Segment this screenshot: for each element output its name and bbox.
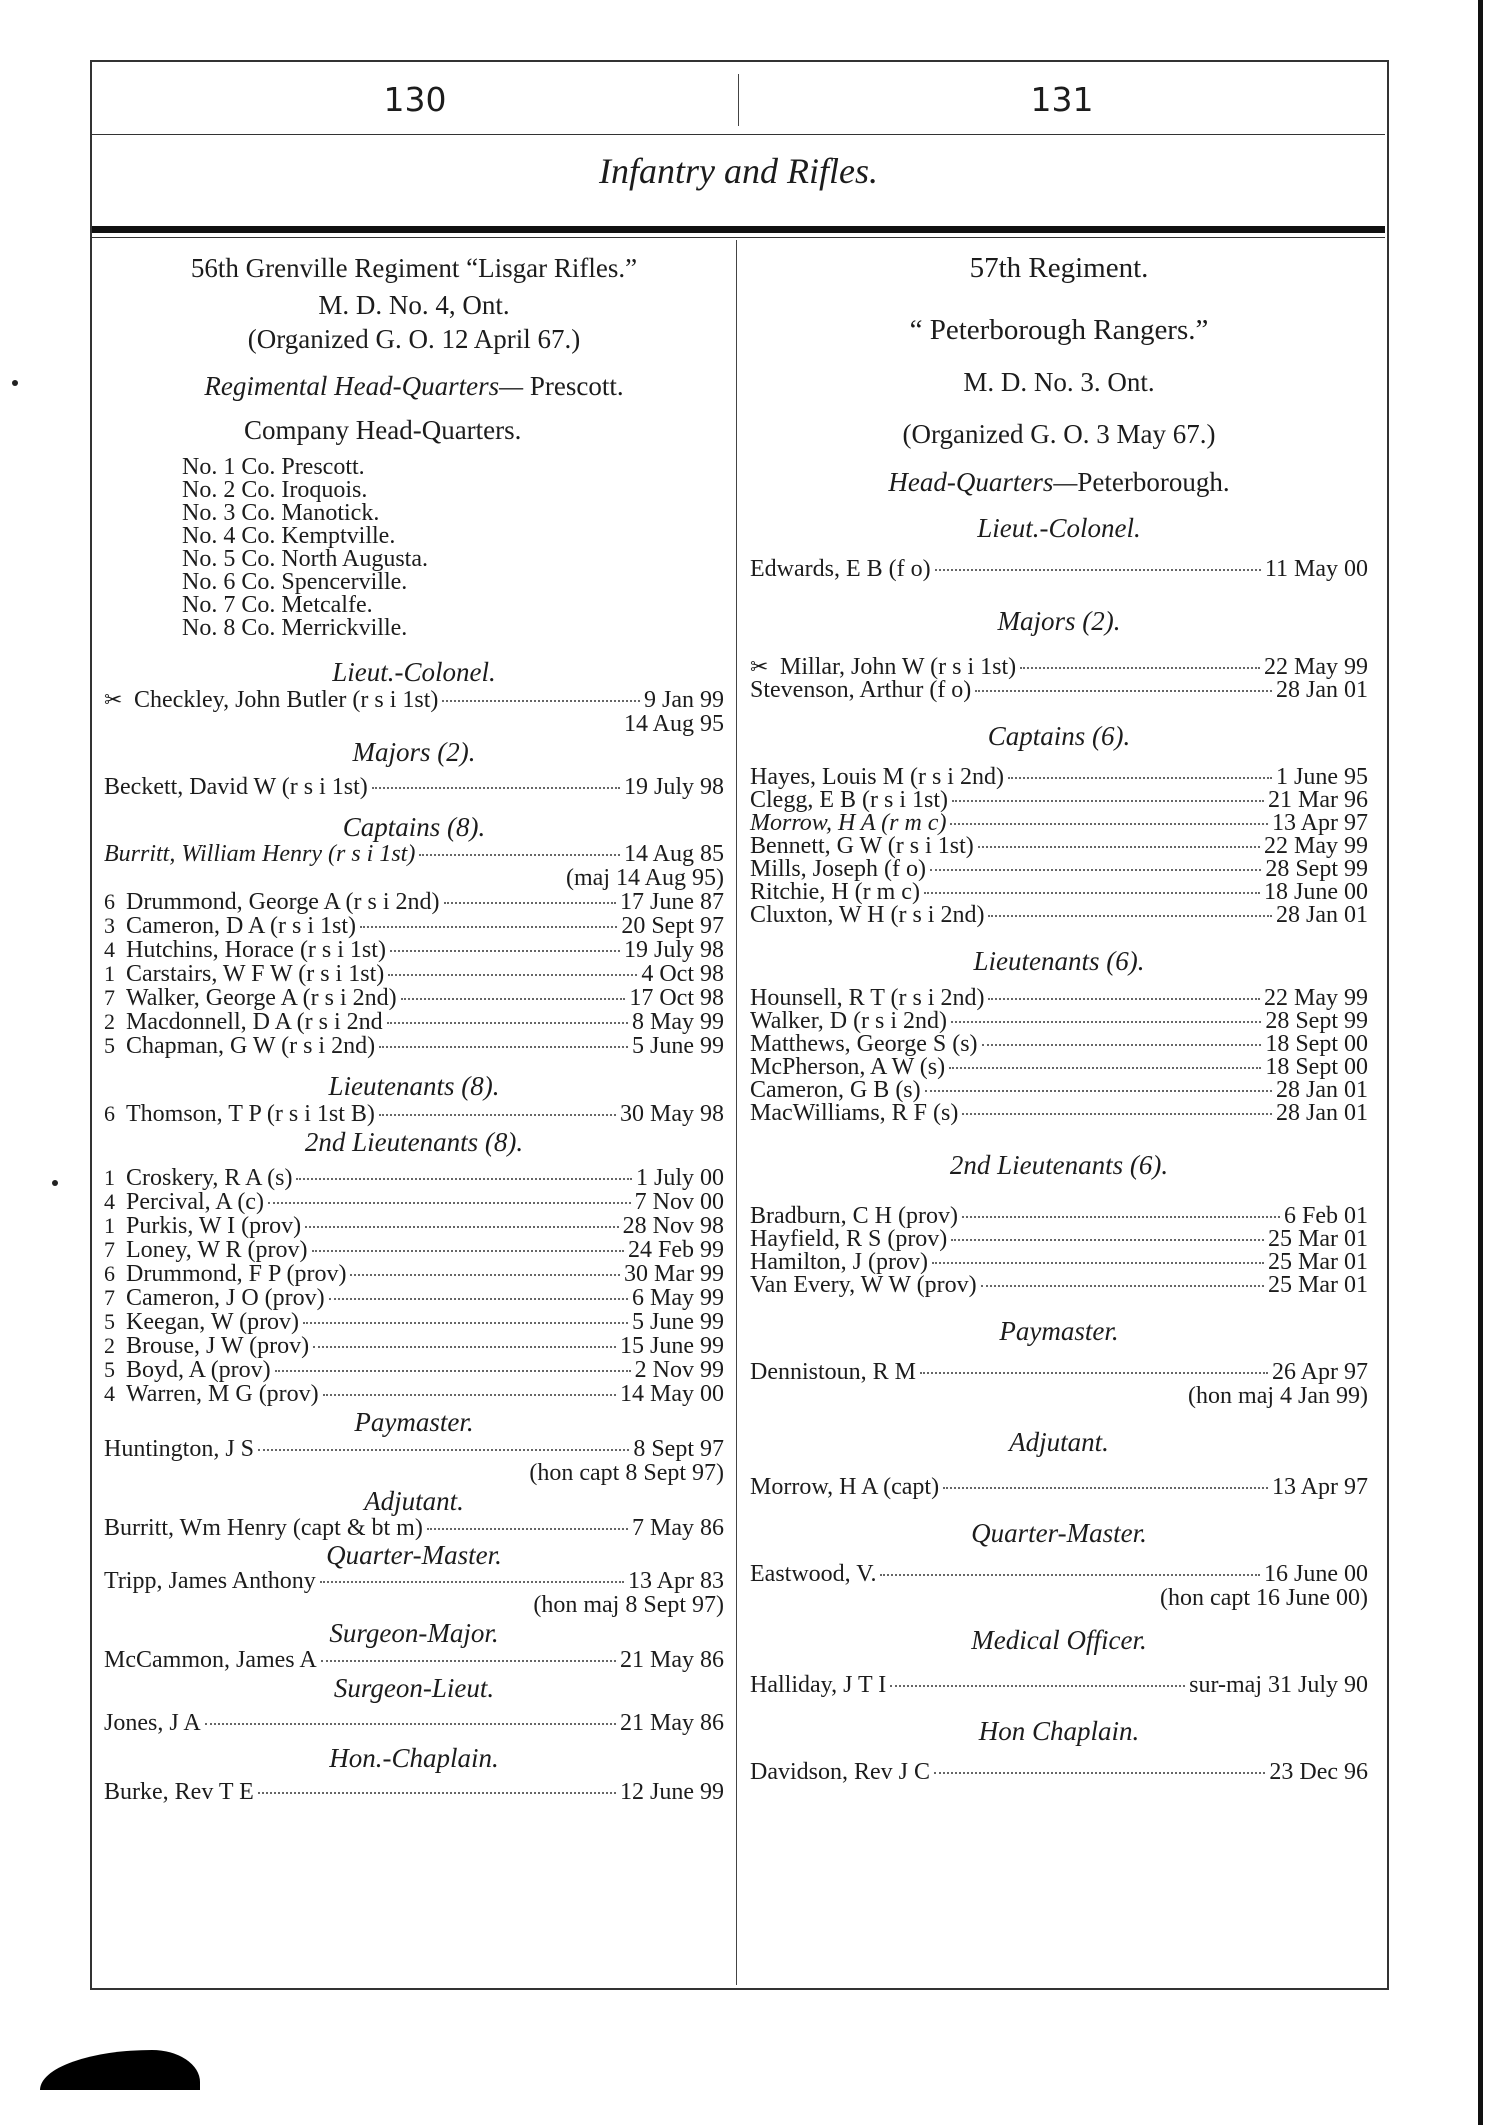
officer-name: Matthews, George S (s): [750, 1031, 978, 1057]
officer-entry: [104, 1262, 724, 1286]
ink-blot: [40, 2050, 200, 2090]
officer-sub-note: (maj 14 Aug 95): [566, 865, 724, 891]
officer-date: 13 Apr 97: [1272, 1474, 1368, 1500]
page-number-row: [92, 66, 1385, 134]
officer-entry: [750, 766, 1368, 789]
military-district: M. D. No. 3. Ont.: [963, 367, 1155, 397]
officer-entry: [750, 1056, 1368, 1079]
officer-entry: [104, 1382, 724, 1406]
company-number: 7: [104, 1237, 115, 1262]
officer-name: Walker, D (r s i 2nd): [750, 1008, 948, 1034]
officer-date: 24 Feb 99: [628, 1237, 724, 1263]
officer-date: 28 Jan 01: [1276, 1100, 1368, 1126]
officer-entry: [750, 1010, 1368, 1033]
hq-label: Head-Quarters—: [888, 467, 1078, 497]
officer-entry: [104, 1438, 724, 1461]
adjutant-heading: Adjutant.: [364, 1486, 464, 1516]
officer-name: Burke, Rev T E: [104, 1779, 254, 1805]
officer-date: sur-maj 31 July 90: [1189, 1672, 1368, 1698]
officer-entry: [104, 1238, 724, 1262]
officer-date: 25 Mar 01: [1268, 1249, 1368, 1275]
officer-name: Mills, Joseph (f o): [750, 856, 926, 882]
officer-entry: [750, 655, 1368, 679]
officer-date: 20 Sept 97: [621, 913, 724, 939]
officer-name: McPherson, A W (s): [750, 1054, 946, 1080]
officer-entry: [104, 1214, 724, 1238]
officer-date: 21 May 86: [620, 1710, 724, 1736]
company-hq-heading: Company Head-Quarters.: [244, 415, 522, 445]
military-district: M. D. No. 4, Ont.: [318, 290, 510, 320]
officer-date: 12 June 99: [620, 1779, 724, 1805]
column-divider: [736, 240, 737, 1985]
officer-name: Cluxton, W H (r s i 2nd): [750, 902, 985, 928]
bottom-rule: [92, 1988, 1387, 1990]
officer-name: Stevenson, Arthur (f o): [750, 677, 972, 703]
company-item: No. 4 Co. Kemptville.: [182, 523, 396, 549]
officer-name: Halliday, J T I: [750, 1672, 887, 1698]
officer-entry: [750, 1228, 1368, 1251]
officer-date: 23 Dec 96: [1269, 1759, 1368, 1785]
officer-entry: [104, 938, 724, 962]
regimental-hq-place: Prescott.: [529, 371, 624, 401]
officer-name: Cameron, J O (prov): [126, 1285, 325, 1311]
officer-date: 28 Sept 99: [1265, 856, 1368, 882]
officer-name: Cameron, D A (r s i 1st): [126, 913, 356, 939]
regiment-title: 56th Grenville Regiment “Lisgar Rifles.”: [190, 253, 638, 283]
officer-entry: [104, 1517, 724, 1540]
officer-entry: [104, 890, 724, 914]
officer-name: Purkis, W I (prov): [126, 1213, 302, 1239]
officer-entry: [104, 1166, 724, 1190]
officer-entry: [750, 558, 1368, 581]
company-number: 5: [104, 1309, 115, 1334]
officer-name: Hutchins, Horace (r s i 1st): [126, 937, 386, 963]
officer-entry: [104, 843, 724, 866]
officer-name: Chapman, G W (r s i 2nd): [126, 1033, 376, 1059]
officer-entry: [750, 881, 1368, 904]
officer-date: 6 Feb 01: [1284, 1203, 1368, 1229]
right-column-57th-regiment: [750, 248, 1368, 1784]
thin-rule: [92, 237, 1385, 238]
officer-entry: [750, 987, 1368, 1010]
officer-name: Burritt, Wm Henry (capt & bt m): [104, 1515, 423, 1541]
officer-name: Keegan, W (prov): [126, 1309, 300, 1335]
officer-entry: [750, 1274, 1368, 1297]
company-item: No. 7 Co. Metcalfe.: [182, 592, 373, 618]
paymaster-heading: Paymaster.: [354, 1407, 474, 1437]
binding-edge: [1478, 0, 1483, 2125]
officer-entry: [104, 1334, 724, 1358]
officer-entry: [750, 1361, 1368, 1384]
officer-sub-note: (hon maj 4 Jan 99): [1188, 1383, 1368, 1409]
officer-name: Brouse, J W (prov): [126, 1333, 310, 1359]
lt-col-heading: Lieut.-Colonel.: [977, 513, 1141, 543]
officer-name: Loney, W R (prov): [126, 1237, 308, 1263]
officer-name: Checkley, John Butler (r s i 1st): [134, 687, 439, 713]
officer-date: 7 Nov 00: [634, 1189, 724, 1215]
officer-date: 18 Sept 00: [1265, 1031, 1368, 1057]
officer-entry: [750, 1251, 1368, 1274]
officer-name: Morrow, H A (r m c): [750, 810, 947, 836]
officer-entry: [104, 1358, 724, 1382]
company-number: 5: [104, 1357, 115, 1382]
officer-date: 17 Oct 98: [629, 985, 724, 1011]
officer-date: 21 Mar 96: [1268, 787, 1368, 813]
company-number: 1: [104, 1165, 115, 1190]
officer-entry: [104, 688, 724, 712]
officer-date: 4 Oct 98: [641, 961, 724, 987]
officer-name: Hayes, Louis M (r s i 2nd): [750, 764, 1004, 790]
officer-name: Croskery, R A (s): [126, 1165, 293, 1191]
officer-name: Percival, A (c): [126, 1189, 264, 1215]
officer-name: Edwards, E B (f o): [750, 556, 931, 582]
company-item: No. 5 Co. North Augusta.: [182, 546, 428, 572]
captains-heading: Captains (8).: [342, 812, 486, 842]
officer-date: 25 Mar 01: [1268, 1272, 1368, 1298]
officer-date: 1 June 95: [1276, 764, 1368, 790]
section-subtitle: Infantry and Rifles.: [599, 151, 878, 191]
thick-rule: [92, 226, 1385, 233]
officer-name: Drummond, F P (prov): [126, 1261, 347, 1287]
officer-entry: [104, 776, 724, 799]
company-number: 3: [104, 913, 115, 938]
officer-date: 22 May 99: [1264, 654, 1368, 680]
company-number: 2: [104, 1009, 115, 1034]
officer-name: Clegg, E B (r s i 1st): [750, 787, 948, 813]
officer-entry: [750, 1079, 1368, 1102]
hq-place: Peterborough.: [1077, 467, 1230, 497]
officer-name: Thomson, T P (r s i 1st B): [126, 1101, 375, 1127]
officer-date: 7 May 86: [632, 1515, 724, 1541]
paymaster-heading: Paymaster.: [999, 1316, 1119, 1346]
officer-date: 15 June 99: [620, 1333, 724, 1359]
surgeon-major-heading: Surgeon-Major.: [329, 1618, 499, 1648]
company-number: 6: [104, 1261, 115, 1286]
officer-date: 28 Sept 99: [1265, 1008, 1368, 1034]
officer-sub-note: 14 Aug 95: [623, 711, 724, 737]
regimental-hq: [750, 462, 1368, 502]
officer-entry: [750, 835, 1368, 858]
company-number: 4: [104, 937, 115, 962]
officer-entry: [104, 962, 724, 986]
officer-date: 1 July 00: [635, 1165, 724, 1191]
officer-name: Warren, M G (prov): [126, 1381, 319, 1407]
officer-name: Beckett, David W (r s i 1st): [104, 774, 368, 800]
officer-date: 16 June 00: [1264, 1561, 1368, 1587]
officer-date: 21 May 86: [620, 1647, 724, 1673]
officer-date: 19 July 98: [623, 774, 724, 800]
surgeon-lieut-heading: Surgeon-Lieut.: [333, 1673, 495, 1703]
officer-date: 13 Apr 83: [628, 1568, 724, 1594]
officer-name: Ritchie, H (r m c): [750, 879, 920, 905]
officer-date: 28 Nov 98: [622, 1213, 724, 1239]
officer-entry: [750, 812, 1368, 835]
company-number: 1: [104, 961, 115, 986]
officer-name: Burritt, William Henry (r s i 1st): [104, 841, 416, 867]
officer-date: 26 Apr 97: [1272, 1359, 1368, 1385]
regiment-nickname: “ Peterborough Rangers.”: [909, 314, 1209, 346]
officer-date: 8 Sept 97: [633, 1436, 724, 1462]
lt-col-heading: Lieut.-Colonel.: [332, 657, 496, 687]
company-number: 4: [104, 1381, 115, 1406]
company-number: 7: [104, 1285, 115, 1310]
officer-entry: [104, 1649, 724, 1672]
officer-name: Huntington, J S: [104, 1436, 255, 1462]
officer-entry: [104, 1570, 724, 1593]
officer-entry: [750, 1476, 1368, 1499]
company-item: No. 8 Co. Merrickville.: [182, 615, 408, 641]
officer-name: Hounsell, R T (r s i 2nd): [750, 985, 985, 1011]
right-page-number: 131: [1030, 80, 1094, 119]
adjutant-heading: Adjutant.: [1009, 1427, 1109, 1457]
officer-date: 13 Apr 97: [1272, 810, 1368, 836]
officer-name: Tripp, James Anthony: [104, 1568, 316, 1594]
officer-entry: [104, 1310, 724, 1334]
officer-name: Carstairs, W F W (r s i 1st): [126, 961, 385, 987]
officer-entry: [750, 858, 1368, 881]
header-rule: [92, 134, 1385, 135]
second-lts-heading: 2nd Lieutenants (8).: [304, 1127, 524, 1157]
captains-heading: Captains (6).: [987, 721, 1131, 751]
officer-entry: [104, 1010, 724, 1034]
officer-date: 30 Mar 99: [624, 1261, 724, 1287]
company-item: No. 6 Co. Spencerville.: [182, 569, 408, 595]
officer-entry: [104, 1712, 724, 1735]
officer-entry: [750, 1674, 1368, 1697]
lieutenants-heading: Lieutenants (6).: [973, 946, 1145, 976]
officer-name: Bennett, G W (r s i 1st): [750, 833, 974, 859]
margin-mark: [12, 380, 18, 386]
officer-entry: [750, 1102, 1368, 1125]
officer-date: 19 July 98: [623, 937, 724, 963]
officer-date: 14 May 00: [620, 1381, 724, 1407]
officer-date: 5 June 99: [632, 1309, 724, 1335]
regimental-hq: [104, 368, 724, 404]
officer-entry: [104, 1286, 724, 1310]
organized-note: (Organized G. O. 12 April 67.): [247, 324, 581, 354]
officer-date: 18 Sept 00: [1265, 1054, 1368, 1080]
company-number: 6: [104, 1101, 115, 1126]
officer-entry: [104, 986, 724, 1010]
regiment-title: 57th Regiment.: [969, 252, 1149, 284]
company-number: 2: [104, 1333, 115, 1358]
officer-name: Van Every, W W (prov): [750, 1272, 977, 1298]
officer-entry: [104, 1781, 724, 1804]
officer-entry: [750, 1761, 1368, 1784]
officer-entry: [750, 904, 1368, 927]
second-lts-heading: 2nd Lieutenants (6).: [949, 1150, 1169, 1180]
officer-name: McCammon, James A: [104, 1647, 317, 1673]
officer-date: 18 June 00: [1264, 879, 1368, 905]
officer-name: Drummond, George A (r s i 2nd): [126, 889, 440, 915]
officer-name: Bradburn, C H (prov): [750, 1203, 958, 1229]
company-item: No. 2 Co. Iroquois.: [182, 477, 368, 503]
officer-entry: [104, 1190, 724, 1214]
officer-name: Davidson, Rev J C: [750, 1759, 930, 1785]
officer-date: 8 May 99: [632, 1009, 724, 1035]
officer-entry: [104, 914, 724, 938]
medical-officer-heading: Medical Officer.: [971, 1625, 1147, 1655]
officer-date: 5 June 99: [632, 1033, 724, 1059]
officer-date: 30 May 98: [620, 1101, 724, 1127]
officer-sub-note: (hon capt 8 Sept 97): [529, 1460, 724, 1486]
officer-name: MacWilliams, R F (s): [750, 1100, 959, 1126]
officer-name: Cameron, G B (s): [750, 1077, 921, 1103]
lieutenants-heading: Lieutenants (8).: [328, 1071, 500, 1101]
officer-entry: [750, 789, 1368, 812]
officer-name: Walker, George A (r s i 2nd): [126, 985, 397, 1011]
officer-date: 9 Jan 99: [644, 687, 724, 713]
left-column-56th-regiment: [104, 248, 724, 1804]
officer-date: 2 Nov 99: [634, 1357, 724, 1383]
scissors-icon: ✂: [750, 654, 769, 679]
regimental-hq-label: Regimental Head-Quarters—: [204, 371, 524, 401]
officer-date: 17 June 87: [620, 889, 724, 915]
officer-name: Jones, J A: [104, 1710, 201, 1736]
officer-sub-note: (hon maj 8 Sept 97): [533, 1592, 724, 1618]
officer-date: 28 Jan 01: [1276, 1077, 1368, 1103]
officer-date: 6 May 99: [632, 1285, 724, 1311]
officer-entry: [104, 1034, 724, 1058]
scissors-icon: ✂: [104, 687, 123, 712]
officer-date: 11 May 00: [1264, 556, 1368, 582]
officer-date: 14 Aug 85: [623, 841, 724, 867]
qm-heading: Quarter-Master.: [971, 1518, 1147, 1548]
officer-sub-note: (hon capt 16 June 00): [1160, 1585, 1368, 1611]
qm-heading: Quarter-Master.: [326, 1540, 502, 1570]
company-item: No. 1 Co. Prescott.: [182, 454, 365, 480]
officer-name: Macdonnell, D A (r s i 2nd: [126, 1009, 383, 1035]
margin-mark: [52, 1180, 58, 1186]
officer-entry: [750, 1563, 1368, 1586]
officer-date: 22 May 99: [1264, 985, 1368, 1011]
officer-entry: [104, 1102, 724, 1126]
company-number: 5: [104, 1033, 115, 1058]
officer-name: Boyd, A (prov): [126, 1357, 271, 1383]
left-page-number: 130: [383, 80, 447, 119]
officer-entry: [750, 1205, 1368, 1228]
officer-entry: [750, 679, 1368, 702]
officer-name: Eastwood, V.: [750, 1561, 877, 1587]
officer-date: 28 Jan 01: [1276, 902, 1368, 928]
officer-date: 25 Mar 01: [1268, 1226, 1368, 1252]
company-number: 7: [104, 985, 115, 1010]
officer-name: Hamilton, J (prov): [750, 1249, 928, 1275]
officer-date: 22 May 99: [1264, 833, 1368, 859]
majors-heading: Majors (2).: [997, 606, 1121, 636]
officer-name: Morrow, H A (capt): [750, 1474, 940, 1500]
organized-note: (Organized G. O. 3 May 67.): [902, 419, 1216, 449]
officer-date: 28 Jan 01: [1276, 677, 1368, 703]
officer-name: Hayfield, R S (prov): [750, 1226, 948, 1252]
company-item: No. 3 Co. Manotick.: [182, 500, 380, 526]
officer-entry: [750, 1033, 1368, 1056]
company-number: 6: [104, 889, 115, 914]
chaplain-heading: Hon Chaplain.: [978, 1716, 1140, 1746]
officer-name: Dennistoun, R M: [750, 1359, 917, 1385]
company-number: 4: [104, 1189, 115, 1214]
chaplain-heading: Hon.-Chaplain.: [329, 1743, 499, 1773]
majors-heading: Majors (2).: [352, 737, 476, 767]
officer-name: Millar, John W (r s i 1st): [780, 654, 1017, 680]
company-number: 1: [104, 1213, 115, 1238]
